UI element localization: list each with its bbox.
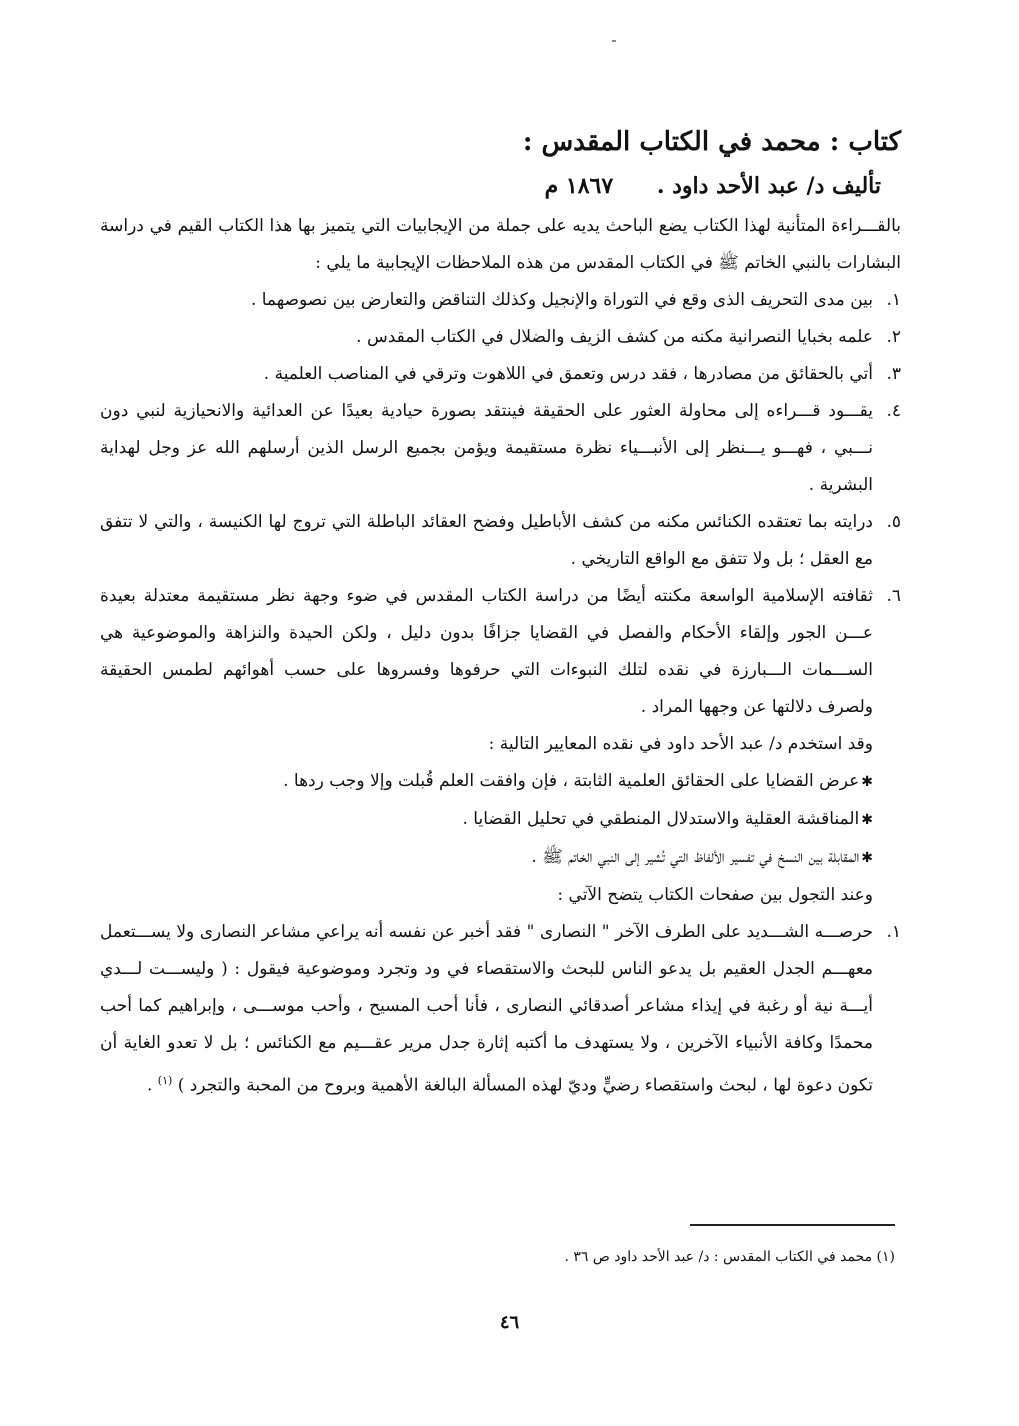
asterisk-icon: ✱ [861, 774, 873, 790]
observations-list [100, 914, 901, 1105]
observations-intro: وعند التجول بين صفحات الكتاب يتضح الآتي : [557, 885, 873, 905]
list-item: ٦. ثقافته الإسلامية الواسعة مكنته أيضًا من دراسة الكتاب المقدس في ضوء وجهة نظر مستقيمة معتدلة بعيدة عـــن الجور وإلقاء الأحكام والفصل في القضايا جزافًا بدون دليل ، ولكن الحيدة والنزاهة والموضوعية هي الســـمات الـــبارزة في نقده لتلك النبوءات التي حرفوها وفسروها على حسب أهوائهم لطمس الحقيقة ولصرف دلالتها عن وجهها المراد . [100, 586, 901, 717]
main-text [100, 120, 901, 1105]
scan-mark [612, 40, 616, 42]
list-item: ٥. درايته بما تعتقده الكنائس مكنه من كشف الأباطيل وفضح العقائد الباطلة التي تروج لها الكنيسة ، والتي لا تتفق مع العقل ؛ بل ولا تتفق مع الواقع التاريخي . [100, 512, 901, 569]
footnote: (١) محمد في الكتاب المقدس : د/ عبد الأحد داود ص ٣٦ . [564, 1249, 895, 1265]
page-number: ٤٦ [499, 1312, 520, 1333]
book-title: كتاب : محمد في الكتاب المقدس : [522, 127, 901, 157]
asterisk-icon: ✱ [861, 812, 873, 828]
criteria-item: ✱عرض القضايا على الحقائق العلمية الثابتة ، فإن وافقت العلم قُبلت وإلا وجب ردها . [283, 771, 873, 791]
criteria-list [100, 763, 901, 877]
list-item: ١. بين مدى التحريف الذى وقع في التوراة والإنجيل وكذلك التناقض والتعارض بين نصوصهما . [250, 290, 901, 310]
list-item: ٢. علمه بخبايا النصرانية مكنه من كشف الزيف والضلال في الكتاب المقدس . [356, 327, 901, 347]
footnote-divider [690, 1224, 895, 1226]
list-item: ٣. أتي بالحقائق من مصادرها ، فقد درس وتعمق في اللاهوت وترقي في المناصب العلمية . [263, 364, 901, 384]
author-name: تأليف د/ عبد الأحد داود . [656, 173, 881, 199]
book-author [100, 166, 881, 206]
criteria-intro: وقد استخدم د/ عبد الأحد داود في نقده المعايير التالية : [488, 734, 873, 754]
footnote-reference: (١) [157, 1074, 173, 1087]
list-item: ١. حرصـــه الشـــديد على الطرف الآخر " النصارى " فقد أخبر عن نفسه أنه يراعي مشاعر النصارى ولا يســـتعمل معهـــم الجدل العقيم بل يدعو الناس للبحث والاستقصاء في ود وتجرد وموضوعية فيقول : ( وليســـت لـــدي أيـــة نية أو رغبة في إيذاء مشاعر أصدقائي النصارى ، فأنا أحب المسيح ، وأحب موســـى ، وإبراهيم كما أحب محمدًا وكافة الأنبياء الآخرين ، ولا يستهدف ما أكتبه إثارة جدل مرير عقـــيم مع الكنائس ؛ بل لا تعدو الغاية أن تكون دعوة لها ، لبحث واستقصاء رضيٍّ وديّ لهذه المسألة البالغة الأهمية وبروح من المحبة والتجرد ) $^{(١)}$ . [100, 922, 901, 1096]
criteria-item: ✱المناقشة العقلية والاستدلال المنطقي في تحليل القضايا . [462, 809, 873, 829]
criteria-item: ✱المقابلة بين النسخ في تفسير الألفاظ التي تُشير إلى النبي الخاتم ﷺ . [531, 847, 873, 867]
positive-points-list [100, 282, 901, 726]
list-item: ٤. يقـــود قـــراءه إلى محاولة العثور على الحقيقة فينتقد بصورة حيادية بعيدًا عن العدائية والانحيازية لنبي دون نـــبي ، فهـــو يـــنظر إلى الأنبـــياء نظرة مستقيمة ويؤمن بجميع الرسل الذين أرسلهم الله عز وجل لهداية البشرية . [100, 401, 901, 495]
asterisk-icon: ✱ [861, 850, 873, 866]
intro-paragraph: بالقـــراءة المتأنية لهذا الكتاب يضع الباحث يديه على جملة من الإيجابيات التي يتميز بها هذا الكتاب القيم في دراسة البشارات بالنبي الخاتم ﷺ في الكتاب المقدس من هذه الملاحظات الإيجابية ما يلي : [100, 216, 901, 273]
publication-year: ١٨٦٧ م [544, 173, 614, 199]
